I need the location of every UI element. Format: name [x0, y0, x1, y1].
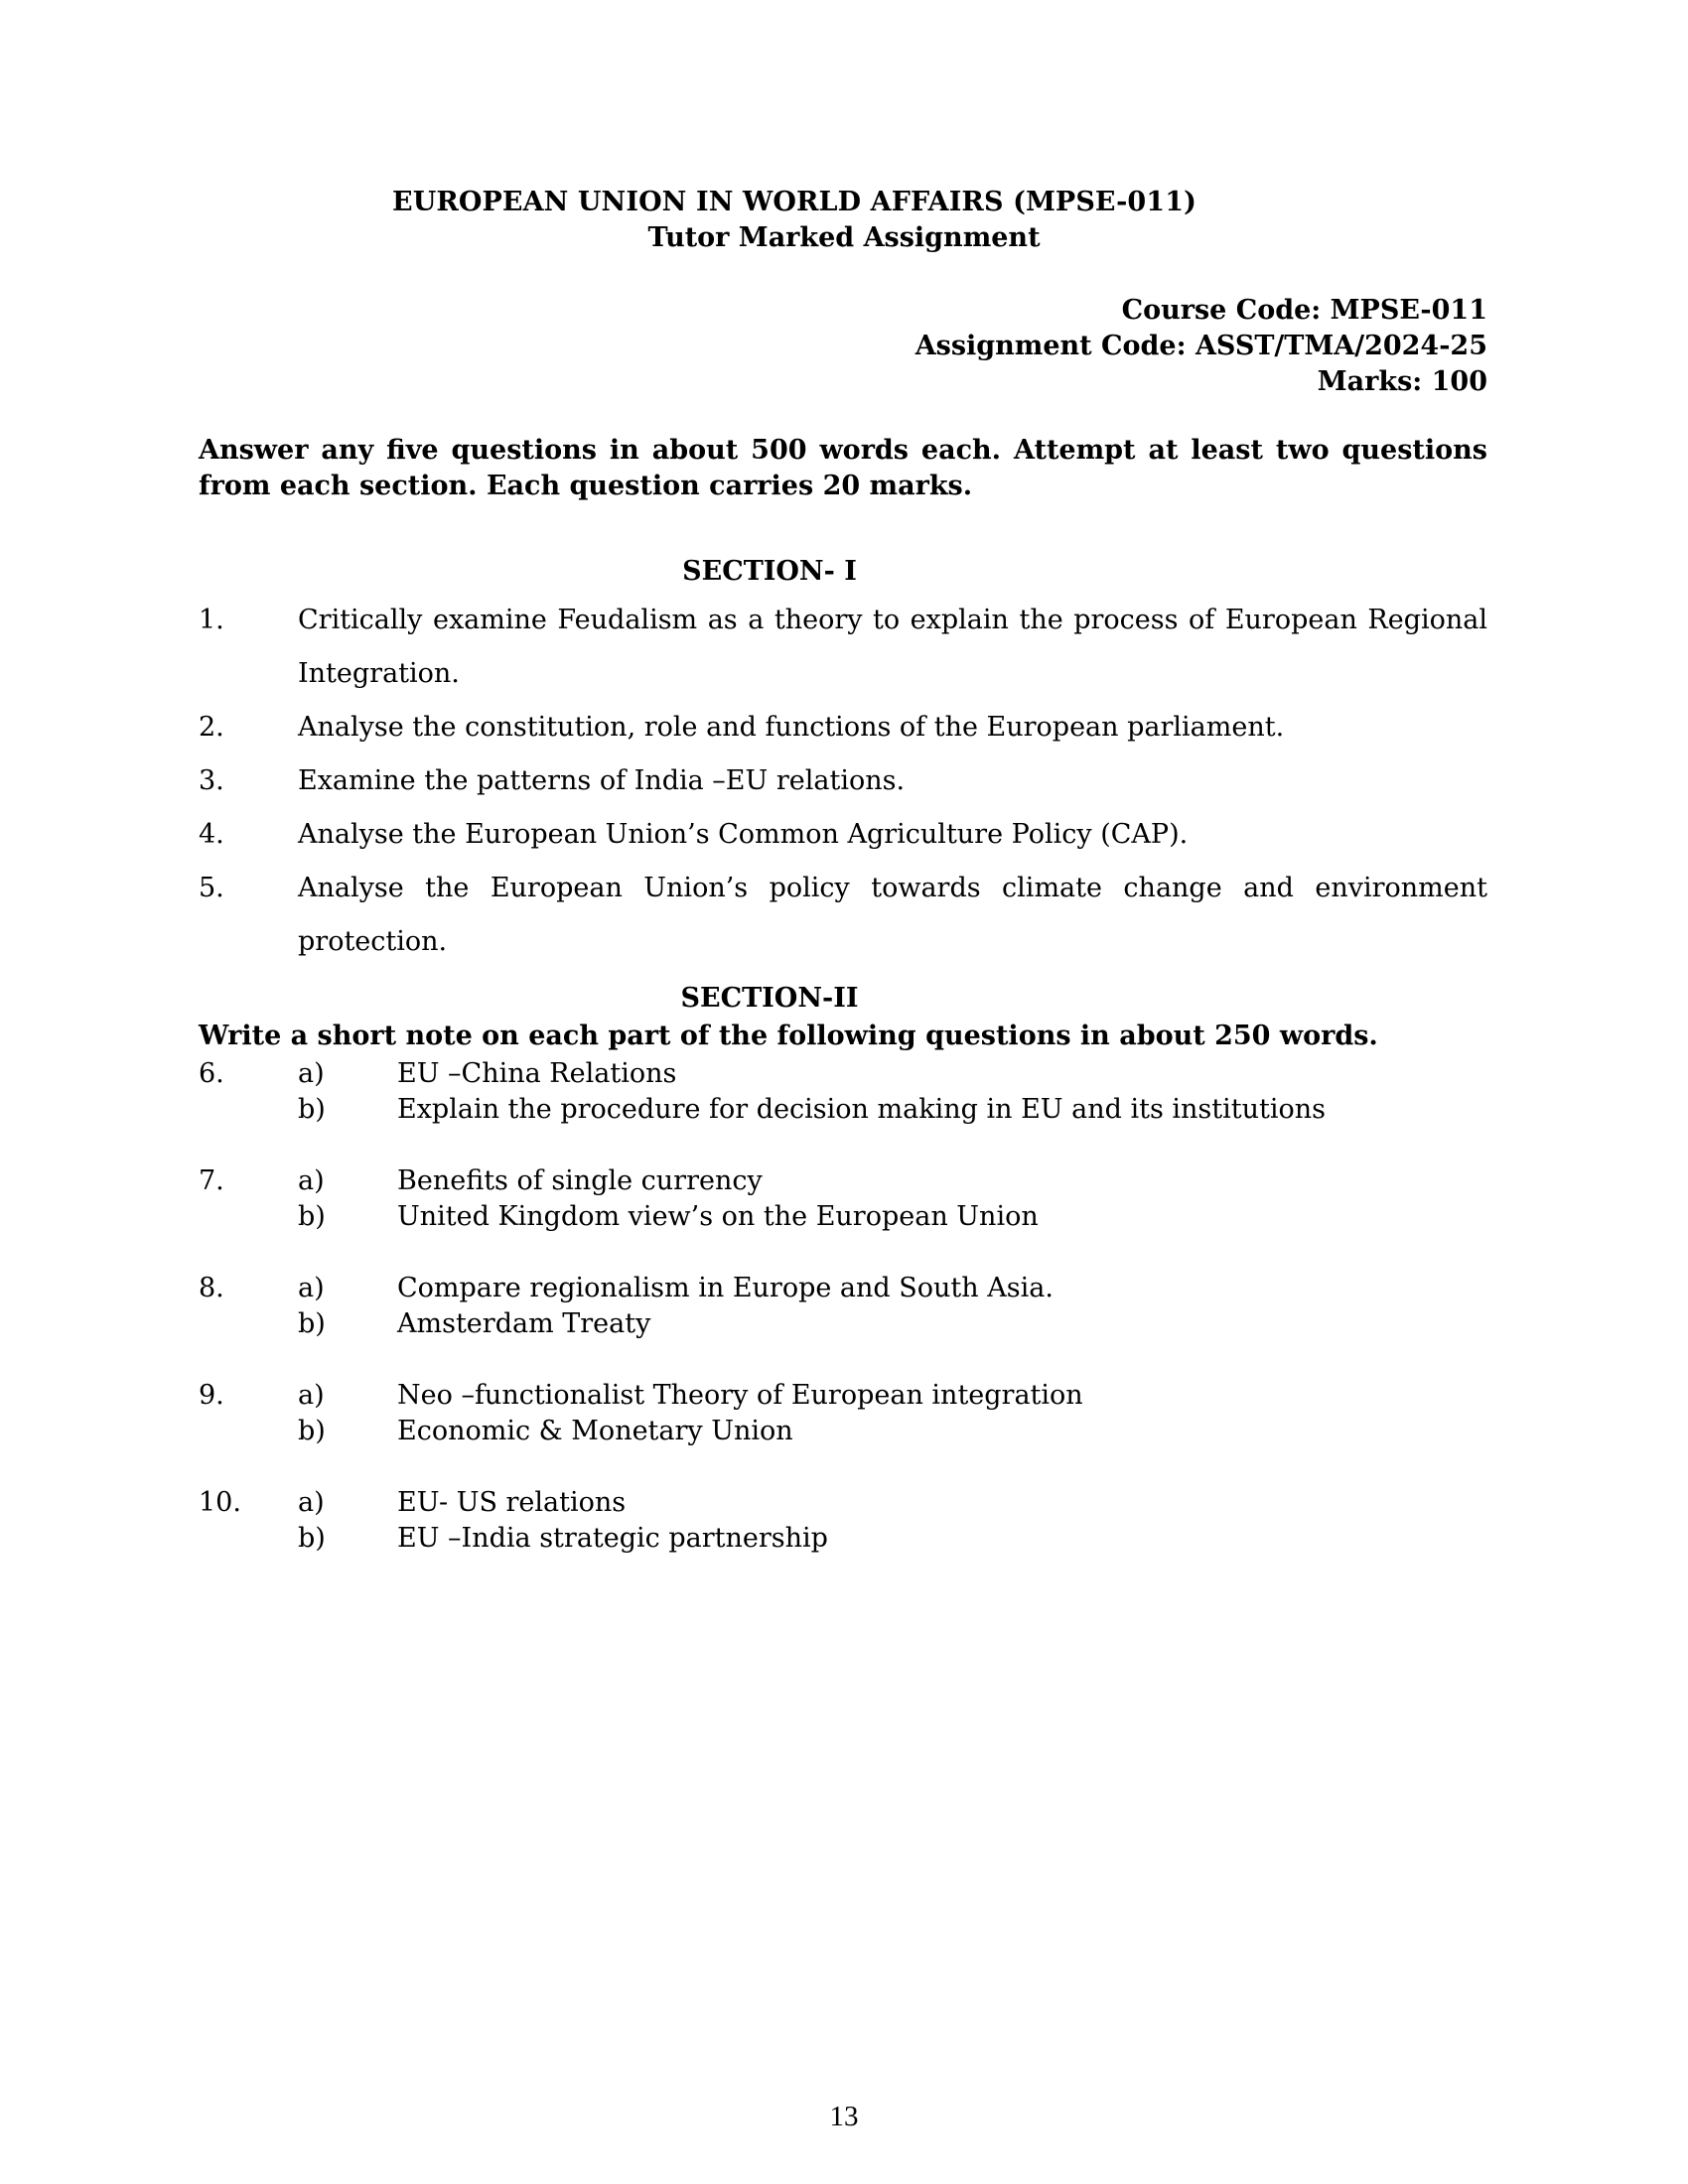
part-label: b): [298, 1308, 326, 1339]
question-number: 9.: [199, 1380, 224, 1411]
part-label: a): [298, 1165, 325, 1196]
question-part: [199, 1306, 1487, 1342]
question-number: 8.: [199, 1273, 224, 1303]
part-label: a): [298, 1380, 325, 1411]
question-item: [199, 862, 1487, 969]
question-number: 10.: [199, 1487, 241, 1518]
question-item: [199, 594, 1487, 701]
section-2-heading: SECTION-II: [680, 983, 859, 1014]
part-text: Benefits of single currency: [397, 1165, 763, 1196]
question-text: Examine the patterns of India –EU relations.: [298, 765, 906, 796]
question-text: Analyse the European Union’s policy towards climate change and environment protection.: [298, 873, 1487, 957]
question-number: 6.: [199, 1058, 224, 1089]
question-part: [199, 1271, 1487, 1306]
question-part: [199, 1485, 1487, 1521]
part-text: United Kingdom view’s on the European Union: [397, 1201, 1039, 1232]
part-label: b): [298, 1094, 326, 1125]
question-number: 2.: [199, 712, 224, 743]
part-text: Explain the procedure for decision making in EU and its institutions: [397, 1094, 1326, 1125]
part-label: b): [298, 1201, 326, 1232]
section-2-instruction: Write a short note on each part of the following questions in about 250 words.: [199, 1021, 1378, 1051]
question-part: [199, 1163, 1487, 1199]
document-subtitle: Tutor Marked Assignment: [647, 222, 1041, 253]
assignment-code: Assignment Code: ASST/TMA/2024-25: [914, 331, 1487, 361]
part-text: Neo –functionalist Theory of European integration: [397, 1380, 1083, 1411]
question-number: 7.: [199, 1165, 224, 1196]
question-part: [199, 1056, 1487, 1092]
question-number: 1.: [199, 605, 224, 635]
question-item: [199, 808, 1487, 862]
part-text: EU- US relations: [397, 1487, 627, 1518]
question-item: [199, 754, 1487, 808]
part-text: Economic & Monetary Union: [397, 1416, 793, 1446]
part-label: b): [298, 1523, 326, 1554]
question-group: [199, 1056, 1487, 1128]
question-text: Analyse the European Union’s Common Agriculture Policy (CAP).: [298, 819, 1189, 850]
total-marks: Marks: 100: [1317, 366, 1487, 397]
general-instructions: Answer any five questions in about 500 words each. Attempt at least two questions from each section. Each question carries 20 marks.: [199, 435, 1487, 501]
part-label: a): [298, 1058, 325, 1089]
section-1-heading: SECTION- I: [682, 556, 857, 587]
question-part: [199, 1378, 1487, 1414]
page-number: 13: [829, 2101, 859, 2132]
question-text: Analyse the constitution, role and functions of the European parliament.: [298, 712, 1285, 743]
part-label: b): [298, 1416, 326, 1446]
part-text: EU –India strategic partnership: [397, 1523, 828, 1554]
part-text: Compare regionalism in Europe and South Asia.: [397, 1273, 1054, 1303]
part-text: Amsterdam Treaty: [397, 1308, 651, 1339]
question-part: [199, 1199, 1487, 1235]
document-title: EUROPEAN UNION IN WORLD AFFAIRS (MPSE-011): [392, 187, 1196, 217]
question-part: [199, 1092, 1487, 1128]
question-group: [199, 1378, 1487, 1449]
question-group: [199, 1163, 1487, 1235]
course-code: Course Code: MPSE-011: [1121, 295, 1487, 326]
question-part: [199, 1414, 1487, 1449]
part-text: EU –China Relations: [397, 1058, 677, 1089]
question-item: [199, 701, 1487, 754]
question-group: [199, 1485, 1487, 1557]
question-number: 4.: [199, 819, 224, 850]
question-number: 3.: [199, 765, 224, 796]
part-label: a): [298, 1487, 325, 1518]
question-part: [199, 1521, 1487, 1557]
question-number: 5.: [199, 873, 224, 903]
assignment-meta: [915, 293, 1487, 400]
question-group: [199, 1271, 1487, 1342]
question-text: Critically examine Feudalism as a theory to explain the process of European Regional Integration.: [298, 605, 1487, 689]
section-2-question-list: [199, 1056, 1487, 1592]
part-label: a): [298, 1273, 325, 1303]
section-1-question-list: [199, 594, 1487, 969]
